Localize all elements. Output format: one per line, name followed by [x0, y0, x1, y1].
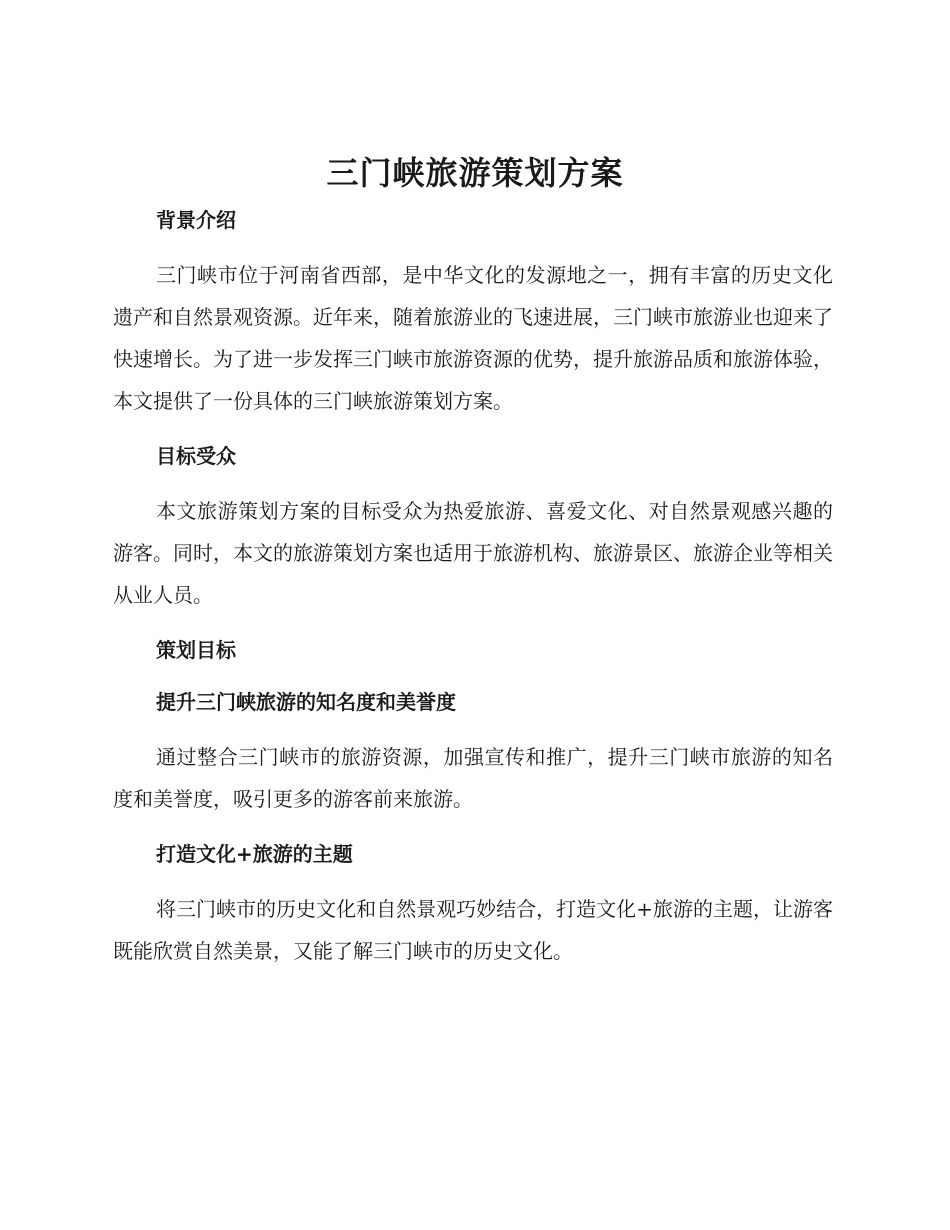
document-body	[113, 202, 833, 972]
subsection-heading-goal2: 打造文化+旅游的主题	[156, 842, 353, 866]
section-heading-background: 背景介绍	[156, 208, 236, 232]
subsection-heading-goal1: 提升三门峡旅游的知名度和美誉度	[156, 690, 456, 714]
section-heading-audience: 目标受众	[156, 444, 236, 468]
subsection-paragraph-goal1: 通过整合三门峡市的旅游资源，加强宣传和推广，提升三门峡市旅游的知名度和美誉度，吸引更多的游客前来旅游。	[113, 745, 833, 811]
section-paragraph-background: 三门峡市位于河南省西部，是中华文化的发源地之一，拥有丰富的历史文化遗产和自然景观资源。近年来，随着旅游业的飞速进展，三门峡市旅游业也迎来了快速增长。为了进一步发挥三门峡市旅游资源的优势，提升旅游品质和旅游体验，本文提供了一份具体的三门峡旅游策划方案。	[113, 263, 833, 413]
subsection-paragraph-goal2: 将三门峡市的历史文化和自然景观巧妙结合，打造文化+旅游的主题，让游客既能欣赏自然美景，又能了解三门峡市的历史文化。	[113, 897, 833, 963]
document-title: 三门峡旅游策划方案	[326, 154, 624, 192]
section-heading-goals: 策划目标	[156, 638, 236, 662]
section-paragraph-audience: 本文旅游策划方案的目标受众为热爱旅游、喜爱文化、对自然景观感兴趣的游客。同时，本文的旅游策划方案也适用于旅游机构、旅游景区、旅游企业等相关从业人员。	[113, 499, 833, 607]
